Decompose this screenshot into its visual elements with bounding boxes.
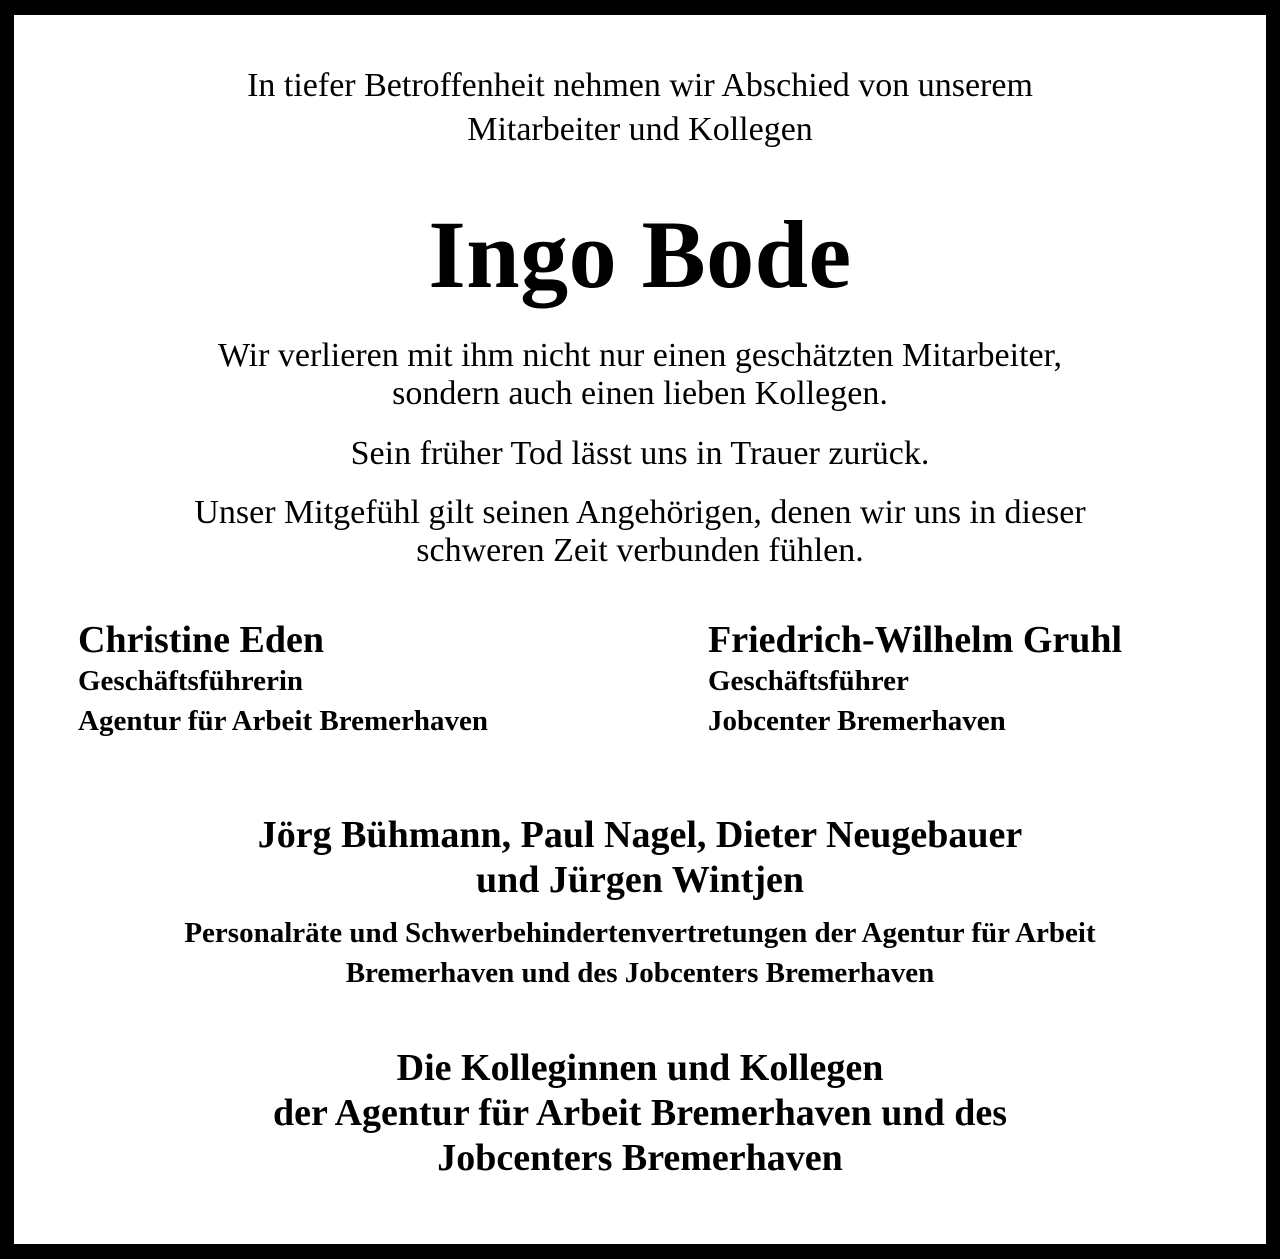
paragraph-sympathy bbox=[14, 494, 1266, 570]
staff-council-names-line-2: und Jürgen Wintjen bbox=[475, 859, 805, 901]
paragraph-sympathy-line-1: Unser Mitgefühl gilt seinen Angehörigen, denen wir uns in dieser bbox=[194, 494, 1086, 531]
signatory-title: Geschäftsführerin bbox=[78, 665, 304, 697]
signatory-name: Christine Eden bbox=[78, 619, 324, 661]
closing-line-2: der Agentur für Arbeit Bremerhaven und des bbox=[273, 1092, 1007, 1134]
staff-council-names-line-1: Jörg Bühmann, Paul Nagel, Dieter Neugebauer bbox=[257, 814, 1023, 856]
signatory-organization: Agentur für Arbeit Bremerhaven bbox=[78, 705, 488, 737]
signatory-title: Geschäftsführer bbox=[708, 665, 909, 697]
closing-line-1: Die Kolleginnen und Kollegen bbox=[396, 1047, 884, 1089]
staff-council-description-line-2: Bremerhaven und des Jobcenters Bremerhaven bbox=[345, 957, 935, 989]
signatory-name: Friedrich-Wilhelm Gruhl bbox=[708, 619, 1123, 661]
staff-council-description bbox=[14, 913, 1266, 993]
signatory-left bbox=[78, 619, 488, 741]
intro-text bbox=[14, 64, 1266, 152]
staff-council-names bbox=[14, 813, 1266, 903]
obituary-notice bbox=[14, 15, 1266, 1244]
closing-signature bbox=[14, 1046, 1266, 1181]
intro-line-1: In tiefer Betroffenheit nehmen wir Abschied von unserem bbox=[247, 67, 1033, 104]
paragraph-sympathy-line-2: schweren Zeit verbunden fühlen. bbox=[416, 532, 864, 569]
intro-line-2: Mitarbeiter und Kollegen bbox=[467, 111, 813, 148]
signatory-organization: Jobcenter Bremerhaven bbox=[708, 705, 1006, 737]
paragraph-loss bbox=[14, 337, 1266, 413]
deceased-name: Ingo Bode bbox=[428, 201, 852, 308]
paragraph-loss-line-1: Wir verlieren mit ihm nicht nur einen geschätzten Mitarbeiter, bbox=[217, 337, 1063, 374]
staff-council-description-line-1: Personalräte und Schwerbehindertenvertretungen der Agentur für Arbeit bbox=[184, 917, 1096, 949]
closing-line-3: Jobcenters Bremerhaven bbox=[437, 1137, 843, 1179]
paragraph-grief bbox=[14, 435, 1266, 473]
paragraph-loss-line-2: sondern auch einen lieben Kollegen. bbox=[392, 375, 888, 412]
paragraph-grief-line-1: Sein früher Tod lässt uns in Trauer zurück. bbox=[350, 435, 930, 472]
signatory-right bbox=[708, 619, 1122, 741]
